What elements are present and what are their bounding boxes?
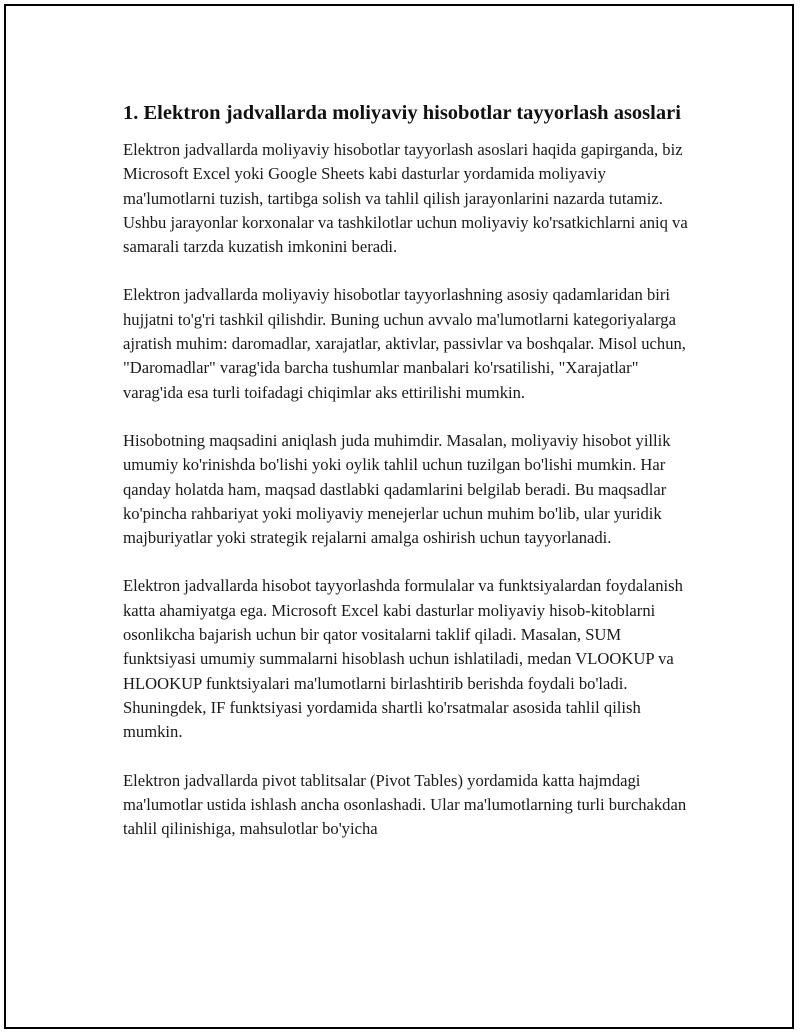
paragraph-purpose: Hisobotning maqsadini aniqlash juda muhimdir. Masalan, moliyaviy hisobot yillik umumiy ko'rinishda bo'lishi yoki oylik tahlil uchun tuzilgan bo'lishi mumkin. Har qanday holatda ham, maqsad dastlabki qadamlarini belgilab beradi. Bu maqsadlar ko'pincha rahbariyat yoki moliyaviy menejerlar uchun muhim bo'lib, ular yuridik majburiyatlar yoki strategik rejalarni amalga oshirish uchun tayyorlanadi. <box>123 430 671 548</box>
paragraph-organization: Elektron jadvallarda moliyaviy hisobotlar tayyorlashning asosiy qadamlaridan biri hujjatni to'g'ri tashkil qilishdir. Buning uchun avvalo ma'lumotlarni kategoriyalarga ajratish muhim: daromadlar, xarajatlar, aktivlar, passivlar va boshqalar. Misol uchun, "Daromadlar" varag'ida barcha tushumlar manbalari ko'rsatilishi, "Xarajatlar" varag'ida esa turli toifadagi chiqimlar aks ettirilishi mumkin. <box>123 285 686 402</box>
page-frame <box>4 4 794 1029</box>
document-body <box>123 100 693 841</box>
paragraph-formulas: Elektron jadvallarda hisobot tayyorlashda formulalar va funktsiyalardan foydalanish katta ahamiyatga ega. Microsoft Excel kabi dasturlar moliyaviy hisob-kitoblarni osonlikcha bajarish uchun bir qator vositalarni taklif qiladi. Masalan, SUM funktsiyasi umumiy summalarni hisoblash uchun ishlatiladi, medan VLOOKUP va HLOOKUP funktsiyalari ma'lumotlarni birlashtirib berishda foydali bo'ladi. Shuningdek, IF funktsiyasi yordamida shartli ko'rsatmalar asosida tahlil qilish mumkin. <box>123 576 683 742</box>
section-title: 1. Elektron jadvallarda moliyaviy hisobotlar tayyorlash asoslari <box>123 102 681 124</box>
paragraph-intro: Elektron jadvallarda moliyaviy hisobotlar tayyorlash asoslari haqida gapirganda, biz Microsoft Excel yoki Google Sheets kabi dasturlar yordamida moliyaviy ma'lumotlarni tuzish, tartibga solish va tahlil qilish jarayonlarini nazarda tutamiz. Ushbu jarayonlar korxonalar va tashkilotlar uchun moliyaviy ko'rsatkichlarni aniq va samarali tarzda kuzatish imkonini beradi. <box>123 140 688 257</box>
paragraph-pivot-tables: Elektron jadvallarda pivot tablitsalar (Pivot Tables) yordamida katta hajmdagi ma'lumotlar ustida ishlash ancha osonlashadi. Ular ma'lumotlarning turli burchakdan tahlil qilinishiga, mahsulotlar bo'yicha <box>123 770 687 839</box>
